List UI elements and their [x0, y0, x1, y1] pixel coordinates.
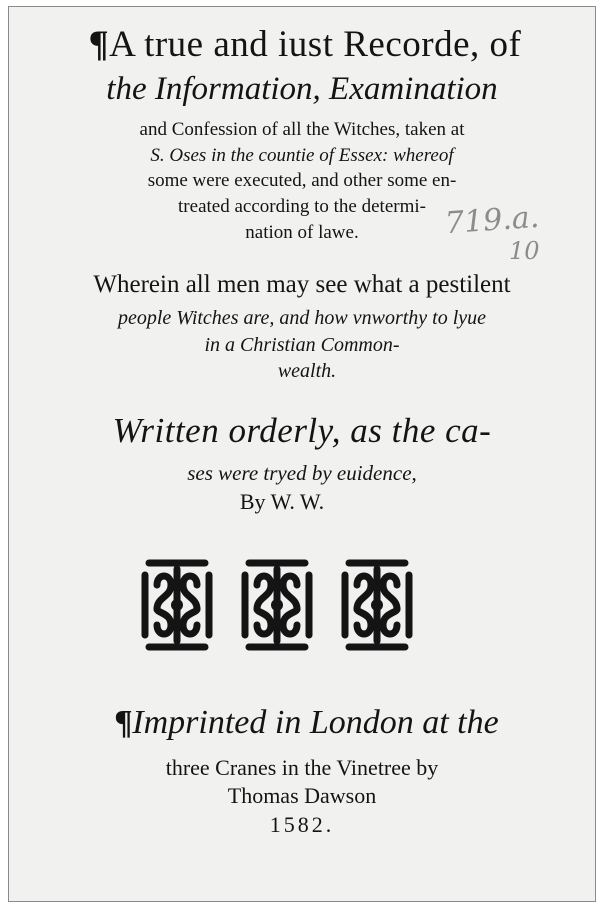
- subtitle-line-2: people Witches are, and how vnworthy to lyue: [117, 307, 487, 329]
- title-text-1: A true and iust Recorde, of: [109, 24, 522, 65]
- author-byline: By W. W.: [239, 489, 325, 514]
- title-page: [8, 6, 596, 902]
- printers-ornaments: [137, 555, 437, 655]
- pencil-shelfmark-sub: 10: [509, 237, 540, 265]
- ornament-block-icon: [337, 555, 417, 655]
- imprint-line-1: [9, 704, 595, 742]
- imprint-text-1: Imprinted in London at the: [132, 704, 499, 741]
- ornament-block-icon: [237, 555, 317, 655]
- pencil-shelfmark: 719.a.: [443, 199, 541, 242]
- title-line-4: S. Oses in the countie of Essex: whereof: [150, 145, 454, 166]
- subtitle-line-3: in a Christian Common-: [204, 334, 400, 356]
- title-line-3: and Confession of all the Witches, taken at: [139, 119, 465, 140]
- title-line-2: the Information, Examination: [106, 71, 498, 107]
- title-line-5: some were executed, and other some en-: [147, 170, 457, 191]
- ornament-block-icon: [137, 555, 217, 655]
- subtitle-line-4: wealth.: [277, 360, 337, 382]
- imprint-line-3: Thomas Dawson: [227, 783, 377, 808]
- title-line-7: nation of lawe.: [245, 222, 359, 243]
- imprint-year: 1582.: [269, 812, 335, 837]
- title-line-6: treated according to the determi-: [178, 196, 426, 217]
- imprint-line-2: three Cranes in the Vinetree by: [165, 755, 439, 780]
- pilcrow-mark: ¶: [88, 24, 110, 65]
- pilcrow-mark: ¶: [115, 704, 133, 741]
- title-line-1: [9, 23, 595, 66]
- author-line-2: ses were tryed by euidence,: [187, 461, 417, 485]
- author-line-1: Written orderly, as the ca-: [112, 411, 492, 450]
- subtitle-line-1: Wherein all men may see what a pestilent: [93, 271, 511, 298]
